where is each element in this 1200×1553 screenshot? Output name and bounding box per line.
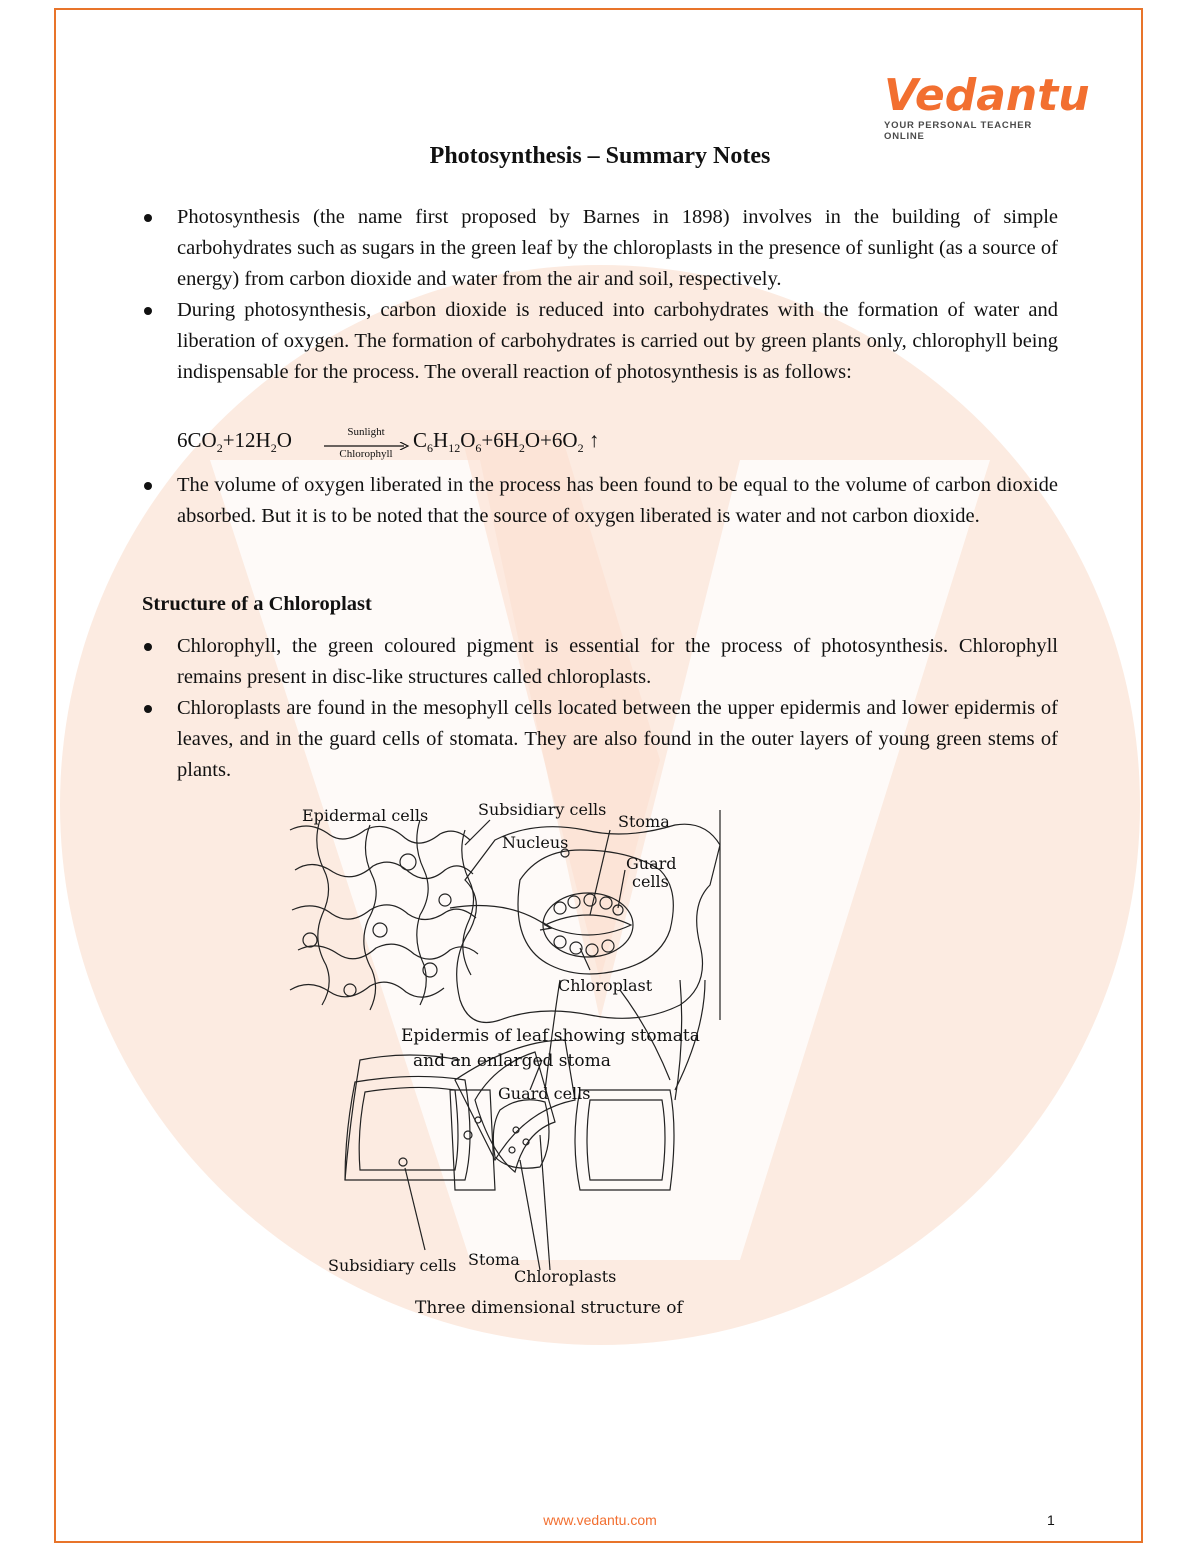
- intro-bullet-list: [142, 202, 1058, 388]
- eq-product1: C: [413, 428, 428, 452]
- eq-sub: 6: [475, 441, 482, 456]
- logo-tagline: YOUR PERSONAL TEACHER ONLINE: [884, 120, 1033, 142]
- up-arrow-icon: ↑: [588, 428, 600, 452]
- label-nucleus: Nucleus: [502, 833, 569, 852]
- chloroplast-bullet-list: [142, 631, 1058, 786]
- eq-sub: 12: [448, 441, 461, 456]
- eq-plus1: +12H: [222, 428, 271, 452]
- label-stoma-top: Stoma: [618, 812, 670, 831]
- label-epidermal-cells: Epidermal cells: [302, 806, 429, 825]
- stomata-figure: [280, 790, 740, 1330]
- list-item: Chlorophyll, the green coloured pigment is essential for the process of photosynthesis. Chlorophyll remains present in disc-like structures called chloroplasts.: [142, 631, 1058, 693]
- eq-sub: 2: [577, 441, 584, 456]
- eq-sub: 6: [427, 441, 434, 456]
- eq-reactant2-tail: O: [276, 428, 292, 452]
- figure-caption-3d: Three dimensional structure of: [415, 1298, 683, 1318]
- arrow-condition-bottom: Chlorophyll: [339, 448, 393, 460]
- eq-h: H: [433, 428, 449, 452]
- label-subsidiary-cells-bottom: Subsidiary cells: [328, 1256, 457, 1275]
- section-heading: Structure of a Chloroplast: [142, 593, 372, 615]
- after-equation-bullet-list: [142, 470, 1058, 532]
- eq-reactant1: 6CO: [177, 428, 217, 452]
- eq-sub: 2: [270, 441, 277, 456]
- label-chloroplast: Chloroplast: [558, 976, 653, 995]
- label-cells: cells: [632, 872, 669, 891]
- label-guard: Guard: [626, 854, 677, 873]
- eq-sub: 2: [216, 441, 223, 456]
- eq-product2-tail: O+6O: [524, 428, 578, 452]
- list-item: Chloroplasts are found in the mesophyll cells located between the upper epidermis and lower epidermis of leaves, and in the guard cells of stomata. They are also found in the outer layers of young green stems of plants.: [142, 693, 1058, 786]
- photosynthesis-equation: [177, 424, 697, 464]
- label-stoma-bottom: Stoma: [468, 1250, 520, 1269]
- footer-website-link[interactable]: www.vedantu.com: [543, 1512, 657, 1528]
- logo-word: Vedantu: [884, 70, 1090, 121]
- eq-product2: +6H: [481, 428, 519, 452]
- list-item: The volume of oxygen liberated in the process has been found to be equal to the volume of carbon dioxide absorbed. But it is to be noted that the source of oxygen liberated is water and not carbon dioxide.: [142, 470, 1058, 532]
- arrow-condition-top: Sunlight: [347, 426, 385, 438]
- label-chloroplasts: Chloroplasts: [514, 1267, 617, 1286]
- eq-o: O: [460, 428, 476, 452]
- reaction-arrow: [322, 424, 410, 464]
- page-title: Photosynthesis – Summary Notes: [429, 143, 771, 169]
- label-guard-cells: Guard cells: [498, 1084, 591, 1103]
- list-item: Photosynthesis (the name first proposed by Barnes in 1898) involves in the building of simple carbohydrates such as sugars in the green leaf by the chloroplasts in the presence of sunlight (as a source of energy) from carbon dioxide and water from the air and soil, respectively.: [142, 202, 1058, 295]
- vedantu-logo: [884, 70, 1090, 142]
- list-item: During photosynthesis, carbon dioxide is reduced into carbohydrates with the formation of water and liberation of oxygen. The formation of carbohydrates is carried out by green plants only, chlorophyll being indispensable for the process. The overall reaction of photosynthesis is as follows:: [142, 295, 1058, 388]
- figure-caption-line1: Epidermis of leaf showing stomata: [401, 1026, 700, 1046]
- figure-caption-line2: and an enlarged stoma: [413, 1051, 611, 1071]
- page-number: 1: [1047, 1512, 1055, 1528]
- label-subsidiary-cells-top: Subsidiary cells: [478, 800, 607, 819]
- eq-sub: 2: [518, 441, 525, 456]
